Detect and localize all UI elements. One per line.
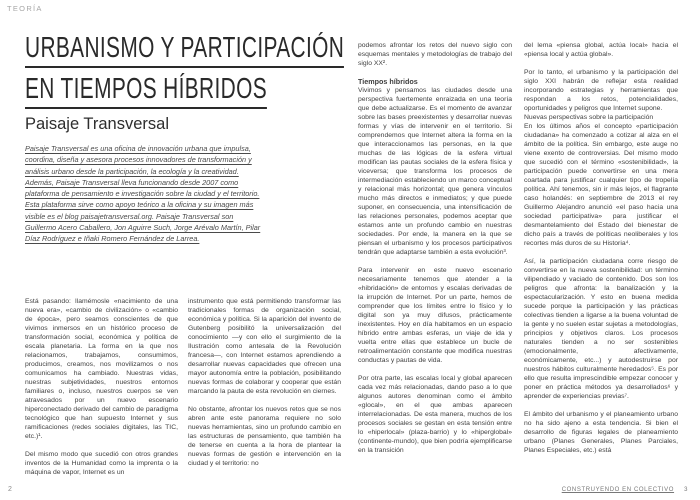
paragraph: Por lo tanto, el urbanismo y la participación del siglo XXI habrán de reflejar esta realidad incorporando estrategias y herramientas que respondan a los retos, potencialidades, oportunidades y peligros que Internet supone. xyxy=(524,69,678,112)
right-page-columns xyxy=(358,41,678,478)
paragraph: En los últimos años el concepto «participación ciudadana» ha comenzado a cotizar al alza en el ámbito de la política. Sin embargo, este auge no viene exento de controversias. Del mismo modo que sucedió con el término «sostenibilidad», la participación puede convertirse en una mera coartada para justificar cualquier tipo de tropelía política. Ahí tenemos, sin ir más lejos, el flagrante caso holandés: en septiembre de 2013 el rey Guillermo Alejandro anunció «el paso hacia una sociedad participativa» para justificar el desmantelamiento del Estado del bienestar de dicho país a través de políticas neoliberales y los recortes más duros de su Historia⁴. xyxy=(524,123,678,247)
author-bio-abstract: Paisaje Transversal es una oficina de innovación urbana que impulsa, coordina, diseña y asesora procesos innovadores de transformación y análisis urbano desde la participación, la ecología y la creatividad. Además, Paisaje Transversal lleva funcionando desde 2007 como plataforma de pensamiento e investigación sobre la ciudad y el territorio. Esta plataforma sirve como apoyo teórico a la oficina y su imagen más visible es el blog paisajetransversal.org. Paisaje Transversal son Guillermo Acero Caballero, Jon Aguirre Such, Jorge Arévalo Martín, Pilar Díaz Rodríguez e Iñaki Romero Fernández de Larrea. xyxy=(25,144,261,244)
paragraph: Vivimos y pensamos las ciudades desde una perspectiva fuertemente enraizada en una teoría que debe actualizarse. Es el momento de avanzar sobre las bases preexistentes y desarrollar nuevas formas y vías de intervenir en el territorio. Si comprendemos que Internet altera la forma en la que interaccionamos las personas, en la que muchas de las lógicas de la esfera virtual modifican las pautas sociales de la esfera física y viceversa; que transforma los procesos de intermediación estableciendo un marco conceptual y relacional más horizontal; que genera vínculos mucho más directos e inmediatos; y que puede suponer, en consecuencia, una intensificación de las relaciones personales, podemos aceptar que estamos ante un profundo cambio en nuestras sociedades. Por ende, la manera en la que se piensan el urbanismo y los procesos participativos tendrán que adaptarse también a esta evolución³. xyxy=(358,87,512,256)
author-name: Paisaje Transversal xyxy=(25,115,169,133)
column-3 xyxy=(358,41,512,478)
paragraph: Está pasando: llamémosle «nacimiento de una nueva era», «cambio de civilización» o «cambio de época», pero seamos conscientes de que vivimos inmersos en un histórico proceso de transformación social, económica y política de escala planetaria. La forma en la que nos relacionamos, trabajamos, consumimos, producimos, creamos, nos movilizamos o nos comunicamos ha cambiado. Nuestras vidas, nuestras subjetividades, nuestros entornos familiares o, incluso, nuestros cuerpos se ven atravesados por un nuevo escenario hiperconectado derivado del cambio de paradigma tecnológico que han supuesto Internet y sus ramificaciones (redes sociales digitales, las TIC, etc.)¹. xyxy=(25,298,178,440)
paragraph: del lema «piensa global, actúa local» hacia el «piensa local y actúa global». xyxy=(524,42,678,58)
column-2 xyxy=(188,297,341,478)
paragraph: Para intervenir en este nuevo escenario necesariamente tenemos que atender a la «hibridación» de entornos y escalas derivadas de la irrupción de Internet. Por un parte, hemos de comprender que los límites entre lo físico y lo digital son ya muy difusos, prácticamente inexistentes. Hoy en día habitamos en un espacio híbrido entre ambas esferas, un viaje de ida y vuelta entre ellas que establece un bucle de retroalimentación constante que modifica nuestras conductas y pautas de vida. xyxy=(358,267,512,364)
paragraph: No obstante, afrontar los nuevos retos que se nos abren ante este panorama requiere no solo nuevas herramientas, sino un profundo cambio en las estructuras de pensamiento, que también ha de tenerse en cuenta a la hora de plantear la nuevas formas de gestión e intervención en la ciudad y el territorio: no xyxy=(188,406,341,467)
paragraph: podemos afrontar los retos del nuevo siglo con esquemas mentales y metodologías de trabajo del siglo XX². xyxy=(358,42,512,67)
article-title-line-2: EN TIEMPOS HÍBRIDOS xyxy=(25,74,267,109)
section-label: TEORÍA xyxy=(7,4,43,13)
paragraph: instrumento que está permitiendo transformar las tradicionales formas de organización social, económica y política. Si la aparición del invento de Gutenberg posibilitó la universalización del conocimiento —y con ello el surgimiento de la Ilustración como antesala de la Revolución francesa—, con Internet estamos aprendiendo a desarrollar nuevas capacidades que ofrecen una mayor autonomía entre la población, posibilitando nuevas formas de colaborar y cooperar que están marcando la pauta de esta revolución en ciernes. xyxy=(188,298,341,395)
section-heading-tiempos-hibridos: Tiempos híbridos xyxy=(358,77,418,86)
column-1 xyxy=(25,297,178,478)
article-title-line-1: URBANISMO Y PARTICIPACIÓN xyxy=(25,33,344,68)
inline-subheading-nuevas-perspectivas: Nuevas perspectivas sobre la participación xyxy=(524,114,654,121)
left-page-columns xyxy=(25,297,341,478)
article-title-row-2 xyxy=(25,74,341,109)
article-title xyxy=(25,32,345,109)
page-number-right: 3 xyxy=(684,487,688,493)
paragraph: Del mismo modo que sucedió con otros grandes inventos de la Humanidad como la imprenta o la máquina de vapor, Internet es un xyxy=(25,451,178,476)
paragraph: Así, la participación ciudadana corre riesgo de convertirse en la nueva sostenibilidad: un término vilipendiado y vaciado de contenido. Dos son los peligros que afronta: la banalización y la espectacularización. Y esto en buena medida sucede porque la participación y las prácticas colectivas tienden a ligarse a la buena voluntad de la gente y no suelen estar sujetas a metodologías, principios y objetivos claros. Los procesos naturales tienden a no ser sostenibles (emocionalmente, afectivamente, económicamente, etc...) y autodestruirse por nuestros hábitos culturalmente heredados⁵. Es por ello que resulta imprescindible empezar conocer y poner en práctica métodos ya desarrollados⁶ y aprender de experiencias previas⁷. xyxy=(524,258,678,400)
page-number-left: 2 xyxy=(8,486,12,493)
paragraph: Por otra parte, las escalas local y global aparecen cada vez más relacionadas, dando paso a lo que algunos autores denominan como el ámbito «glocal», en el que ambas aparecen interrelacionadas. De esta manera, muchos de los procesos sociales se gestan en esta tensión entre lo «hiperlocal» (plaza-barrio) y lo «hiperglobal» (continente-mundo), que bien podría ejemplificarse en la transición xyxy=(358,375,512,454)
footer-right xyxy=(562,487,688,493)
article-masthead xyxy=(25,32,345,245)
footer-section-title: CONSTRUYENDO EN COLECTIVO xyxy=(561,487,675,493)
column-4 xyxy=(524,41,678,478)
paragraph: El ámbito del urbanismo y el planeamiento urbano no ha sido ajeno a esta tendencia. Si bien el desarrollo de figuras legales de planeamiento urbano (Planes Generales, Planes Parciales, Planes Especiales, etc.) está xyxy=(524,411,678,454)
article-title-row-1 xyxy=(25,32,345,68)
